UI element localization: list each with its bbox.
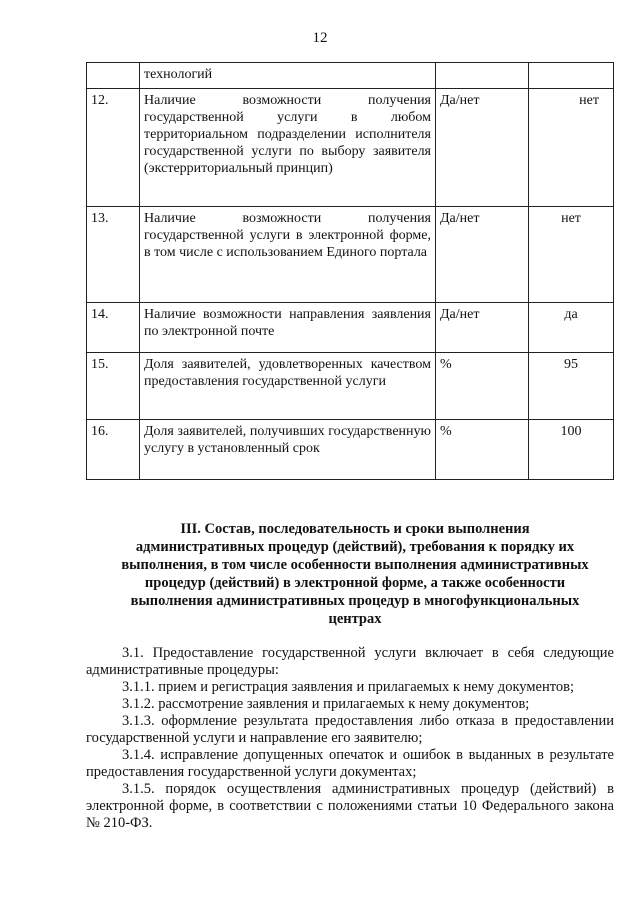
table-row: [87, 63, 614, 89]
row-number: [87, 63, 140, 89]
row-number: 15.: [87, 353, 140, 420]
table-row: [87, 353, 614, 420]
indicator-unit: %: [436, 420, 529, 480]
quality-indicators-table: [86, 62, 614, 480]
indicator-name: Доля заявителей, удовлетворенных качеством предоставления государственной услуги: [140, 353, 436, 420]
table-row: [87, 89, 614, 207]
row-number: 13.: [87, 207, 140, 303]
table-row: [87, 420, 614, 480]
row-number: 16.: [87, 420, 140, 480]
paragraph: 3.1.2. рассмотрение заявления и прилагаемых к нему документов;: [122, 696, 530, 712]
indicator-name: Наличие возможности получения государственной услуги в электронной форме, в том числе с использованием Единого портала: [140, 207, 436, 303]
page-number: 12: [312, 30, 328, 46]
indicator-name: Наличие возможности направления заявления по электронной почте: [140, 303, 436, 353]
table-row: [87, 303, 614, 353]
indicator-value: нет: [529, 89, 614, 207]
table-row: [87, 207, 614, 303]
indicator-value: 95: [529, 353, 614, 420]
indicator-name: технологий: [140, 63, 436, 89]
indicator-name: Доля заявителей, получивших государственную услугу в установленный срок: [140, 420, 436, 480]
indicator-unit: Да/нет: [436, 207, 529, 303]
indicator-unit: [436, 63, 529, 89]
paragraph: 3.1.3. оформление результата предоставления либо отказа в предоставлении государственной услуги и направление его заявителю;: [86, 713, 614, 746]
indicator-value: да: [529, 303, 614, 353]
indicator-value: [529, 63, 614, 89]
paragraph: 3.1. Предоставление государственной услуги включает в себя следующие административные процедуры:: [86, 645, 614, 678]
indicator-value: 100: [529, 420, 614, 480]
row-number: 12.: [87, 89, 140, 207]
section-body: [86, 645, 614, 832]
paragraph: 3.1.4. исправление допущенных опечаток и ошибок в выданных в результате предоставления государственной услуги документах;: [86, 747, 614, 780]
section-title: III. Состав, последовательность и сроки выполнения административных процедур (действий), требования к порядку их выполнения, в том числе особенности выполнения административных процедур (действий) в электронной форме, а также особенности выполнения административных процедур в многофункциональных центрах: [121, 521, 589, 627]
paragraph: 3.1.5. порядок осуществления административных процедур (действий) в электронной форме, в соответствии с положениями статьи 10 Федерального закона № 210-ФЗ.: [86, 781, 614, 831]
indicator-value: нет: [529, 207, 614, 303]
paragraph: 3.1.1. прием и регистрация заявления и прилагаемых к нему документов;: [122, 679, 574, 695]
indicator-name: Наличие возможности получения государственной услуги в любом территориальном подразделении исполнителя государственной услуги по выбору заявителя (экстерриториальный принцип): [140, 89, 436, 207]
indicator-unit: Да/нет: [436, 89, 529, 207]
indicator-unit: Да/нет: [436, 303, 529, 353]
row-number: 14.: [87, 303, 140, 353]
indicator-unit: %: [436, 353, 529, 420]
